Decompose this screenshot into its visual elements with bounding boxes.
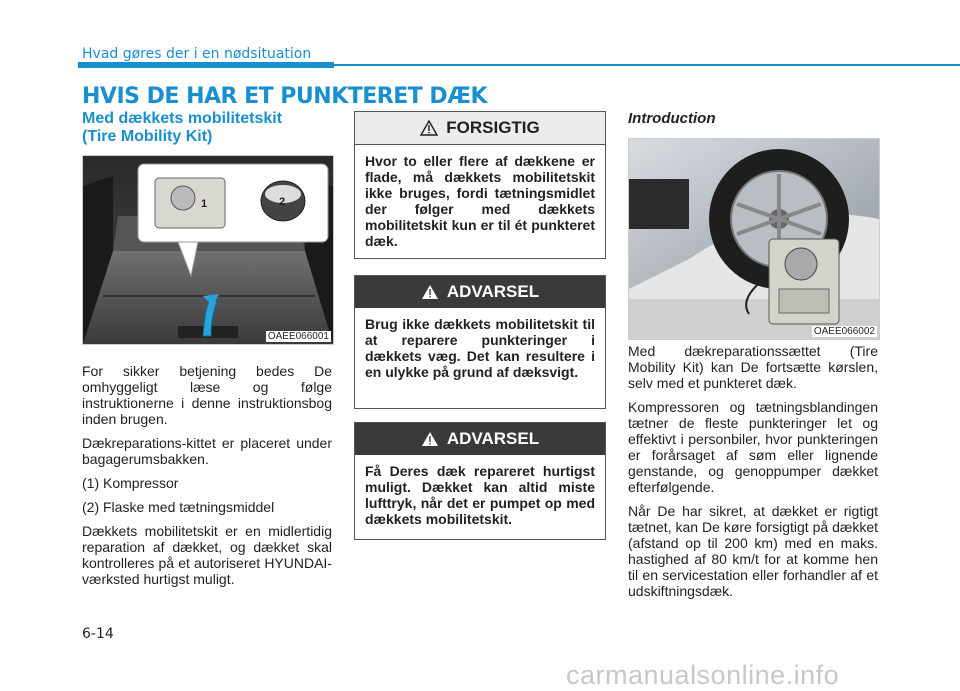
trunk-photo	[82, 155, 334, 345]
kit-photo-illustration	[629, 139, 879, 339]
warning-text-2: Få Deres dæk repareret hurtigst muligt. Dækket kan altid miste lufttryk, når det er pumpet op med dækkets mobilitetskit.	[365, 463, 595, 527]
right-paragraph: Med dækreparationssættet (Tire Mobility Kit) kan De fortsætte kørslen, selv med et punkteret dæk.	[628, 343, 878, 391]
photo-code-1: OAEE066001	[267, 331, 329, 342]
header-rule-accent	[78, 62, 334, 68]
warning-triangle-icon	[420, 120, 438, 136]
left-body	[82, 363, 332, 595]
right-paragraph: Kompressoren og tætningsblandingen tætner de fleste punkteringer let og effektivt i personbiler, hvor punkteringen er forårsaget af søm eller lignende genstande, og genoppumper dækket efterfølgende.	[628, 399, 878, 495]
warning-box-2	[354, 422, 606, 540]
callout-1: 1	[201, 198, 208, 210]
left-paragraph: (1) Kompressor	[82, 475, 179, 491]
caution-label: FORSIGTIG	[446, 118, 540, 137]
left-paragraph: Dækreparations-kittet er placeret under bagagerumsbakken.	[82, 435, 332, 467]
sub-heading-line1: Med dækkets mobilitetskit	[82, 110, 283, 127]
caution-box	[354, 111, 606, 259]
caution-text: Hvor to eller flere af dækkene er flade, må dækkets mobilitetskit ikke bruges, fordi tætningsmidlet der følger med dækkets mobilitetskit kun er til ét punkteret dæk.	[365, 153, 595, 249]
watermark: carmanualsonline.info	[566, 660, 840, 690]
photo-code-2: OAEE066002	[813, 326, 875, 337]
kit-photo	[628, 138, 880, 340]
intro-title: Introduction	[628, 110, 716, 127]
left-paragraph: Dækkets mobilitetskit er en midlertidig reparation af dækket, og dækket skal kontrolleres på et autoriseret HYUNDAI-værksted hurtigst muligt.	[82, 523, 332, 587]
page-number: 6-14	[82, 626, 114, 642]
warning-header-2	[355, 423, 605, 455]
warning-label-2: ADVARSEL	[446, 429, 540, 448]
right-paragraph: Når De har sikret, at dækket er rigtigt tætnet, kan De køre forsigtigt på dækket (afstand op til 200 km) med en maks. hastighed af 80 km/t for at komme hen til en servicestation eller forhandler af et udskiftningsdæk.	[628, 503, 878, 599]
left-paragraph: For sikker betjening bedes De omhyggeligt læse og følge instruktionerne i denne instruktionsbog inden brugen.	[82, 363, 332, 427]
right-body	[628, 343, 878, 607]
warning-triangle-icon	[421, 284, 439, 300]
sub-heading-line2: (Tire Mobility Kit)	[82, 128, 213, 145]
left-paragraph: (2) Flaske med tætningsmiddel	[82, 499, 275, 515]
warning-text-1: Brug ikke dækkets mobilitetskit til at reparere punkteringer i dækkets væg. Det kan resultere i en ulykke på grund af dæksvigt.	[365, 316, 595, 380]
trunk-photo-illustration	[83, 156, 333, 344]
warning-header-1	[355, 276, 605, 308]
callout-2: 2	[279, 196, 286, 208]
warning-triangle-icon	[421, 431, 439, 447]
sub-heading	[82, 110, 332, 146]
chapter-title: HVIS DE HAR ET PUNKTERET DÆK	[82, 84, 488, 109]
warning-label-1: ADVARSEL	[446, 282, 540, 301]
caution-header	[355, 112, 605, 145]
section-label: Hvad gøres der i en nødsituation	[82, 46, 312, 62]
warning-box-1	[354, 275, 606, 409]
